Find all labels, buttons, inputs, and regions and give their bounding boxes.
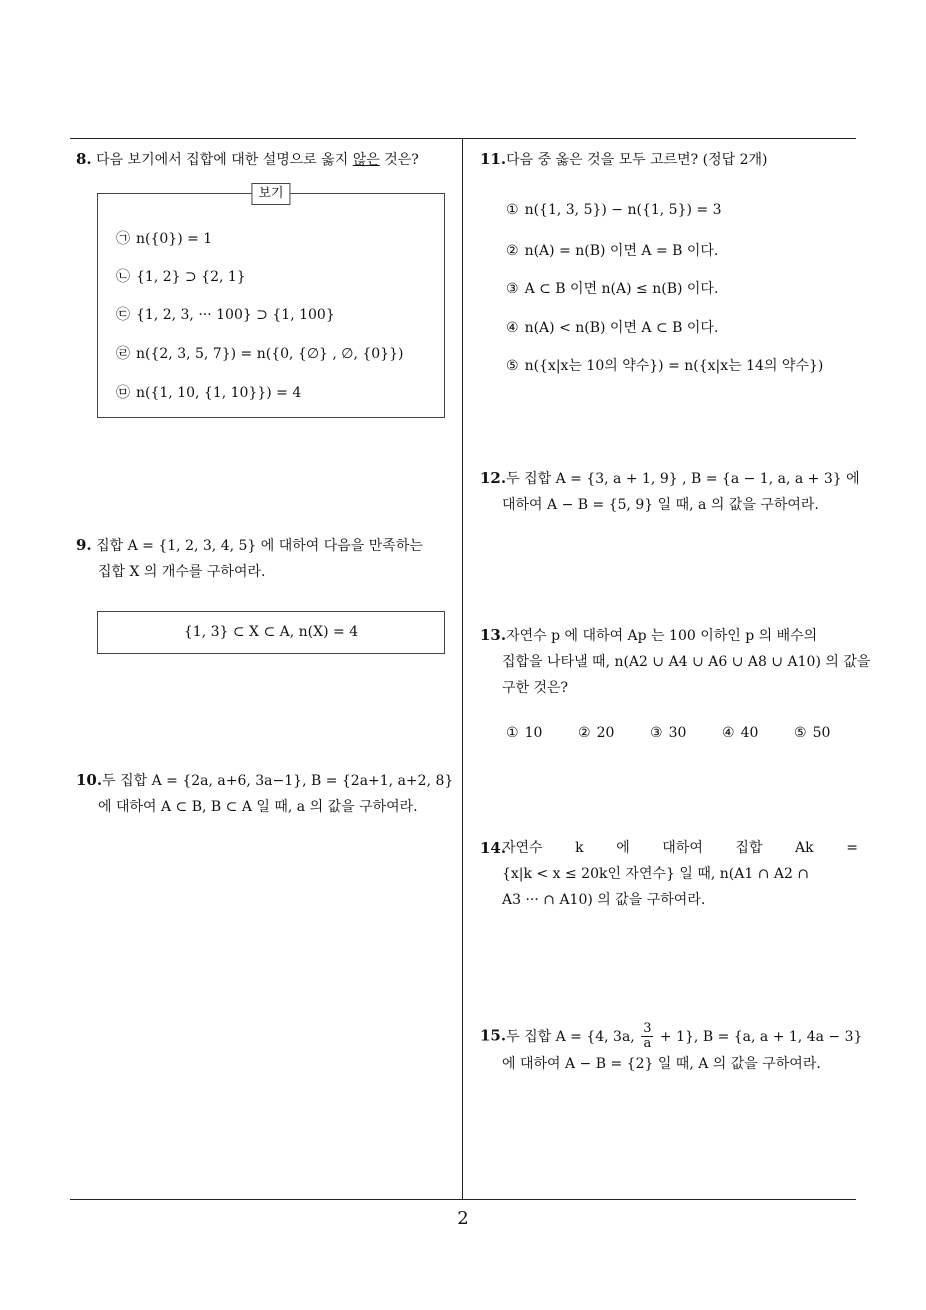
question-text: 구한 것은?: [502, 680, 569, 696]
page-number: 2: [457, 1208, 469, 1229]
column-divider: [462, 139, 463, 1199]
question-number: 15.: [480, 1026, 507, 1045]
bogi-item: ㉤ n({1, 10, {1, 10}}) = 4: [116, 385, 302, 401]
choice-item: ① n({1, 3, 5}) − n({1, 5}) = 3: [506, 202, 722, 218]
question-text: 에 대하여 A ⊂ B, B ⊂ A 일 때, a 의 값을 구하여라.: [98, 799, 418, 815]
question-text: {x|k < x ≤ 20k인 자연수} 일 때, n(A1 ∩ A2 ∩: [502, 866, 810, 882]
option: ④ 40: [722, 725, 759, 741]
bogi-item: ㉠ n({0}) = 1: [116, 231, 213, 247]
option: ② 20: [578, 725, 615, 741]
question-8: [76, 146, 419, 173]
question-text: 에 대하여 A − B = {2} 일 때, A 의 값을 구하여라.: [502, 1056, 821, 1072]
question-number: 12.: [480, 469, 507, 487]
bogi-item: ㉢ {1, 2, 3, ··· 100} ⊃ {1, 100}: [116, 307, 335, 323]
multiple-choice-options: [506, 725, 866, 741]
question-9: [76, 532, 423, 585]
question-text: 두 집합 A = {4, 3a, $\frac{3}{a}$ + 1}, B = {a, a + 1, 4a − 3}: [506, 1021, 863, 1051]
question-15: [480, 1022, 862, 1077]
question-text: 다음 보기에서 집합에 대한 설명으로 옳지 않은 것은?: [96, 152, 419, 168]
fraction: $\frac{3}{a}$: [643, 1021, 652, 1051]
question-10: [76, 767, 453, 820]
question-text: 대하여 A − B = {5, 9} 일 때, a 의 값을 구하여라.: [502, 497, 819, 513]
choice-item: ④ n(A) < n(B) 이면 A ⊂ B 이다.: [506, 320, 719, 336]
question-text: 집합 A = {1, 2, 3, 4, 5} 에 대하여 다음을 만족하는: [96, 538, 423, 554]
question-text: 두 집합 A = {3, a + 1, 9} , B = {a − 1, a, a + 3} 에: [506, 471, 860, 487]
condition-box: [97, 611, 445, 654]
question-number: 14.: [480, 839, 507, 857]
question-text: A3 ··· ∩ A10) 의 값을 구하여라.: [502, 892, 706, 908]
top-rule: [70, 138, 856, 139]
bogi-item: ㉣ n({2, 3, 5, 7}) = n({0, {∅} , ∅, {0}}): [116, 346, 404, 362]
option: ③ 30: [650, 725, 687, 741]
question-text: 자연수 k 에 대하여 집합 Ak =: [502, 840, 858, 856]
choice-item: ⑤ n({x|x는 10의 약수}) = n({x|x는 14의 약수}): [506, 358, 824, 374]
question-14: [480, 835, 858, 913]
question-number: 11.: [480, 150, 507, 168]
question-11: [480, 146, 767, 173]
question-number: 10.: [76, 771, 103, 789]
choice-item: ② n(A) = n(B) 이면 A = B 이다.: [506, 243, 719, 259]
question-number: 8.: [76, 150, 92, 168]
question-12: [480, 465, 860, 518]
question-text: 집합 X 의 개수를 구하여라.: [98, 564, 266, 580]
choice-item: ③ A ⊂ B 이면 n(A) ≤ n(B) 이다.: [506, 281, 719, 297]
question-text: 집합을 나타낼 때, n(A2 ∪ A4 ∪ A6 ∪ A8 ∪ A10) 의 값을: [502, 654, 871, 670]
question-13: [480, 622, 870, 701]
question-number: 13.: [480, 626, 507, 644]
bottom-rule: [70, 1199, 856, 1200]
option: ⑤ 50: [794, 725, 831, 741]
bogi-box: [97, 186, 445, 418]
bogi-item: ㉡ {1, 2} ⊃ {2, 1}: [116, 269, 246, 285]
bogi-title: 보기: [251, 183, 290, 205]
question-text: 자연수 p 에 대하여 Ap 는 100 이하인 p 의 배수의: [506, 628, 818, 644]
question-number: 9.: [76, 536, 92, 554]
condition-text: {1, 3} ⊂ X ⊂ A, n(X) = 4: [183, 624, 359, 640]
question-text: 두 집합 A = {2a, a+6, 3a−1}, B = {2a+1, a+2, 8}: [102, 773, 454, 789]
question-text: 다음 중 옳은 것을 모두 고르면? (정답 2개): [506, 152, 768, 168]
option: ① 10: [506, 725, 543, 741]
